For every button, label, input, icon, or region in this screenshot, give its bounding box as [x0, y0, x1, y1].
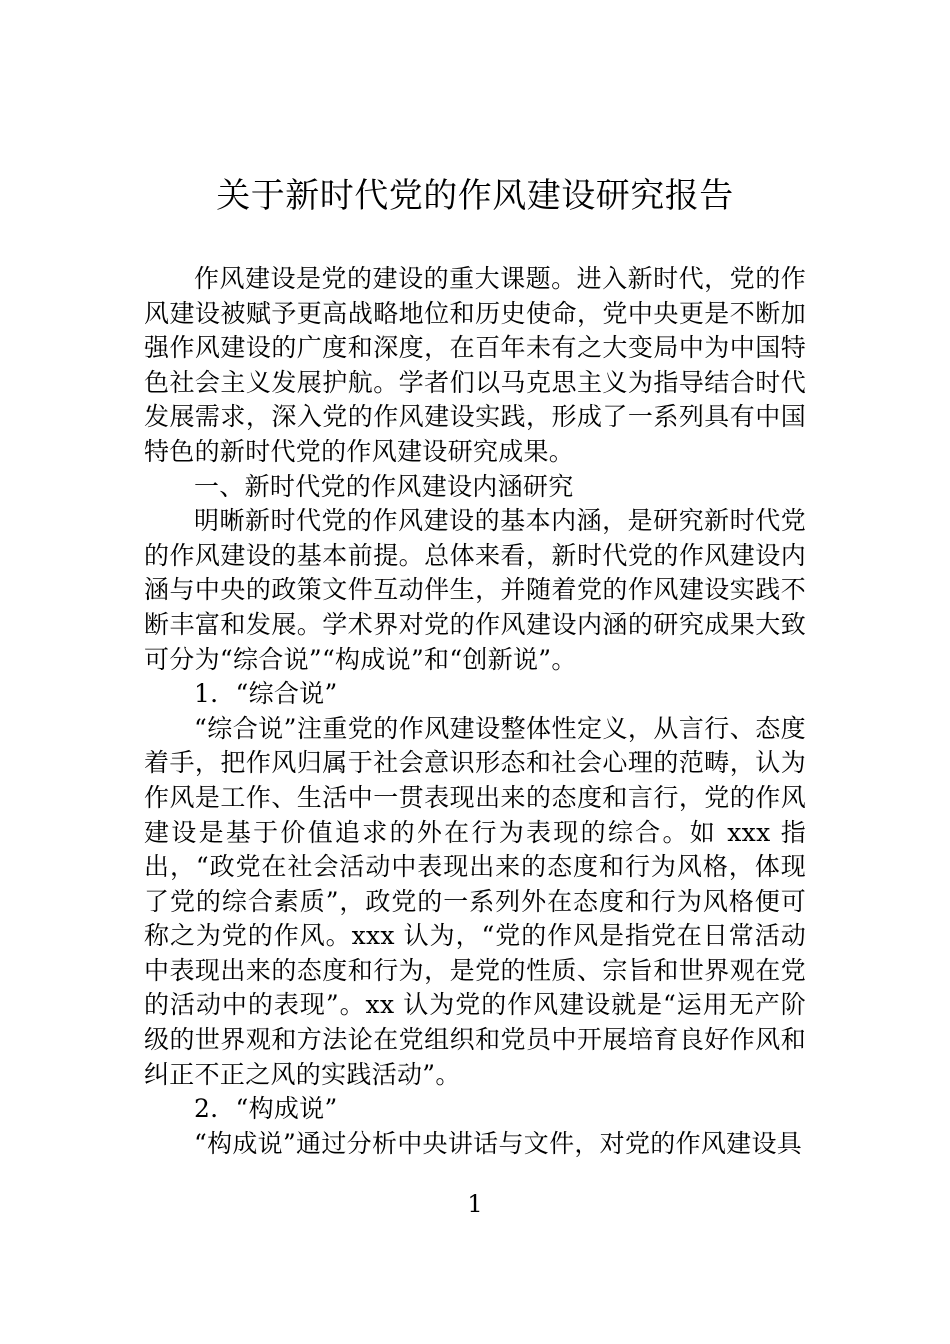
subsection-2-paragraph: “构成说”通过分析中央讲话与文件，对党的作风建设具: [194, 1128, 803, 1158]
section-1-paragraph: 明晰新时代党的作风建设的基本内涵，是研究新时代党的作风建设的基本前提。总体来看，新时代党的作风建设内涵与中央的政策文件互动伴生，并随着党的作风建设实践不断丰富和发展。学术界对党的作风建设内涵的研究成果大致可分为“综合说”“构成说”和“创新说”。: [144, 506, 806, 674]
document-title: 关于新时代党的作风建设研究报告: [216, 176, 734, 216]
intro-paragraph: 作风建设是党的建设的重大课题。进入新时代，党的作风建设被赋予更高战略地位和历史使命，党中央更是不断加强作风建设的广度和深度，在百年未有之大变局中为中国特色社会主义发展护航。学者们以马克思主义为指导结合时代发展需求，深入党的作风建设实践，形成了一系列具有中国特色的新时代党的作风建设研究成果。: [144, 264, 806, 466]
subsection-1-paragraph: “综合说”注重党的作风建设整体性定义，从言行、态度着手，把作风归属于社会意识形态和社会心理的范畴，认为作风是工作、生活中一贯表现出来的态度和言行，党的作风建设是基于价值追求的外在行为表现的综合。如 xxx 指出，“政党在社会活动中表现出来的态度和行为风格，体现了党的综合素质”，政党的一系列外在态度和行为风格便可称之为党的作风。xxx 认为，“党的作风是指党在日常活动中表现出来的态度和行为，是党的性质、宗旨和世界观在党的活动中的表现”。xx 认为党的作风建设就是“运用无产阶级的世界观和方法论在党组织和党员中开展培育良好作风和纠正不正之风的实践活动”。: [144, 713, 806, 1089]
subsection-heading-1: 1．“综合说”: [194, 679, 338, 709]
subsection-heading-2: 2．“构成说”: [194, 1094, 338, 1124]
document-body: [144, 262, 806, 1161]
page-number: 1: [467, 1190, 483, 1218]
section-heading-1: 一、新时代党的作风建设内涵研究: [194, 471, 574, 501]
